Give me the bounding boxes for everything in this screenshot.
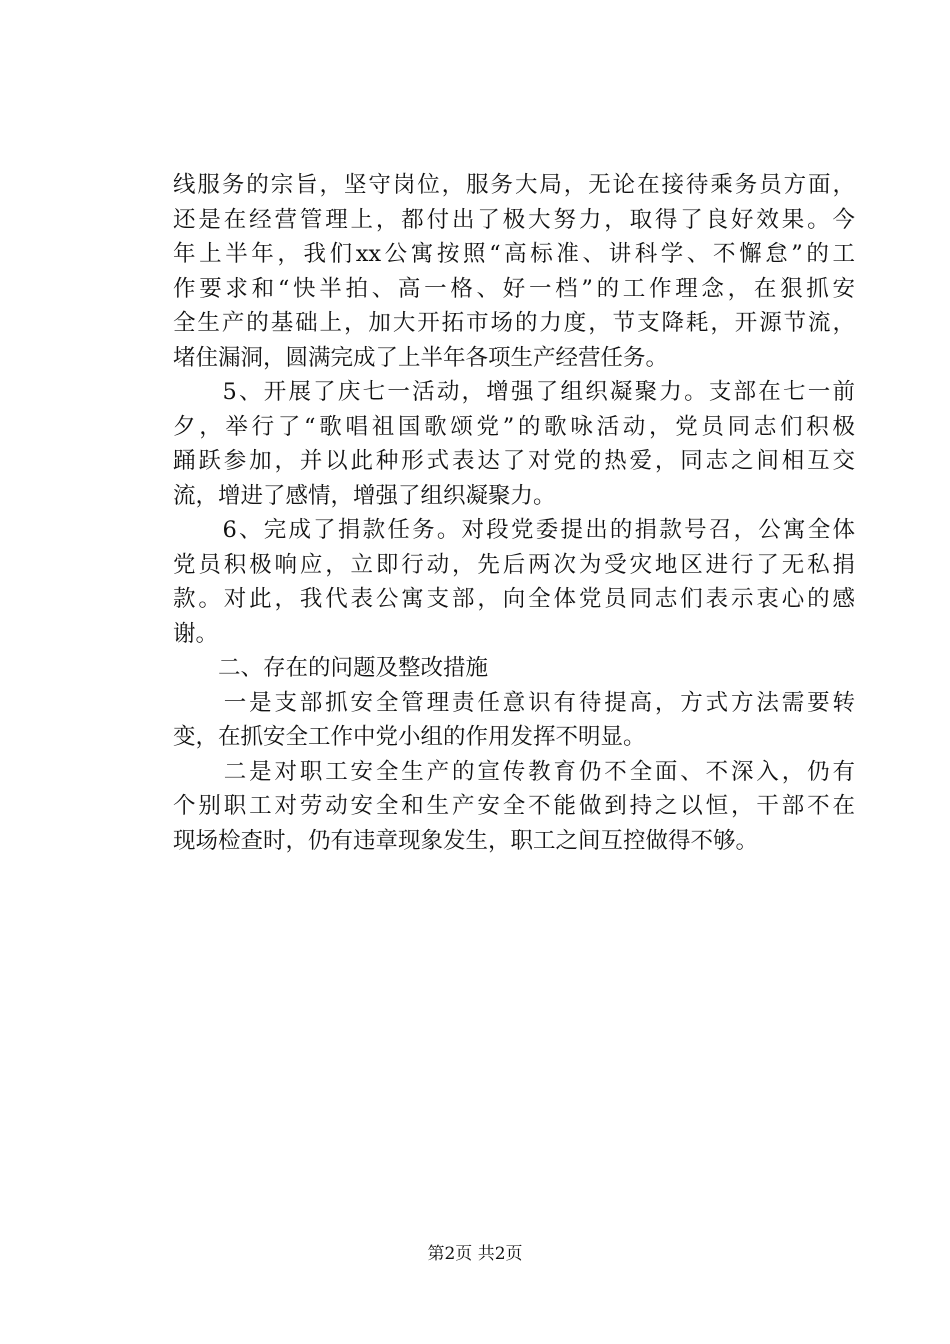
text-line: 流，增进了感情，增强了组织凝聚力。 [173, 482, 556, 509]
text-line: 款。对此，我代表公寓支部，向全体党员同志们表示衷心的感 [173, 586, 855, 612]
text-line: 堵住漏洞，圆满完成了上半年各项生产经营任务。 [173, 344, 669, 371]
text-line: 年上半年，我们xx公寓按照“高标准、讲科学、不懈怠”的工 [173, 241, 855, 267]
text-line: 线服务的宗旨，坚守岗位，服务大局，无论在接待乘务员方面， [173, 172, 855, 198]
section-heading: 二、存在的问题及整改措施 [173, 655, 489, 681]
text-line: 个别职工对劳动安全和生产安全不能做到持之以恒，干部不在 [173, 793, 855, 819]
text-line: 作要求和“快半拍、高一格、好一档”的工作理念，在狠抓安 [173, 275, 855, 302]
text-line: 5、开展了庆七一活动，增强了组织凝聚力。支部在七一前 [173, 379, 855, 405]
text-line: 二是对职工安全生产的宣传教育仍不全面、不深入，仍有 [173, 758, 855, 785]
page-footer [0, 1243, 950, 1265]
text-line: 谢。 [173, 620, 219, 647]
text-line: 踊跃参加，并以此种形式表达了对党的热爱，同志之间相互交 [173, 448, 855, 474]
text-line: 一是支部抓安全管理责任意识有待提高，方式方法需要转 [173, 689, 855, 716]
text-line: 夕，举行了“歌唱祖国歌颂党”的歌咏活动，党员同志们积极 [173, 413, 855, 440]
document-body [173, 168, 855, 858]
text-line: 6、完成了捐款任务。对段党委提出的捐款号召，公寓全体 [173, 517, 855, 543]
text-line: 党员积极响应，立即行动，先后两次为受灾地区进行了无私捐 [173, 551, 855, 578]
text-line: 全生产的基础上，加大开拓市场的力度，节支降耗，开源节流， [173, 310, 855, 336]
text-line: 还是在经营管理上，都付出了极大努力，取得了良好效果。今 [173, 206, 855, 233]
page-number-label: 第2页 共2页 [427, 1244, 523, 1264]
text-line: 现场检查时，仍有违章现象发生，职工之间互控做得不够。 [173, 827, 759, 854]
text-line: 变，在抓安全工作中党小组的作用发挥不明显。 [173, 724, 646, 750]
